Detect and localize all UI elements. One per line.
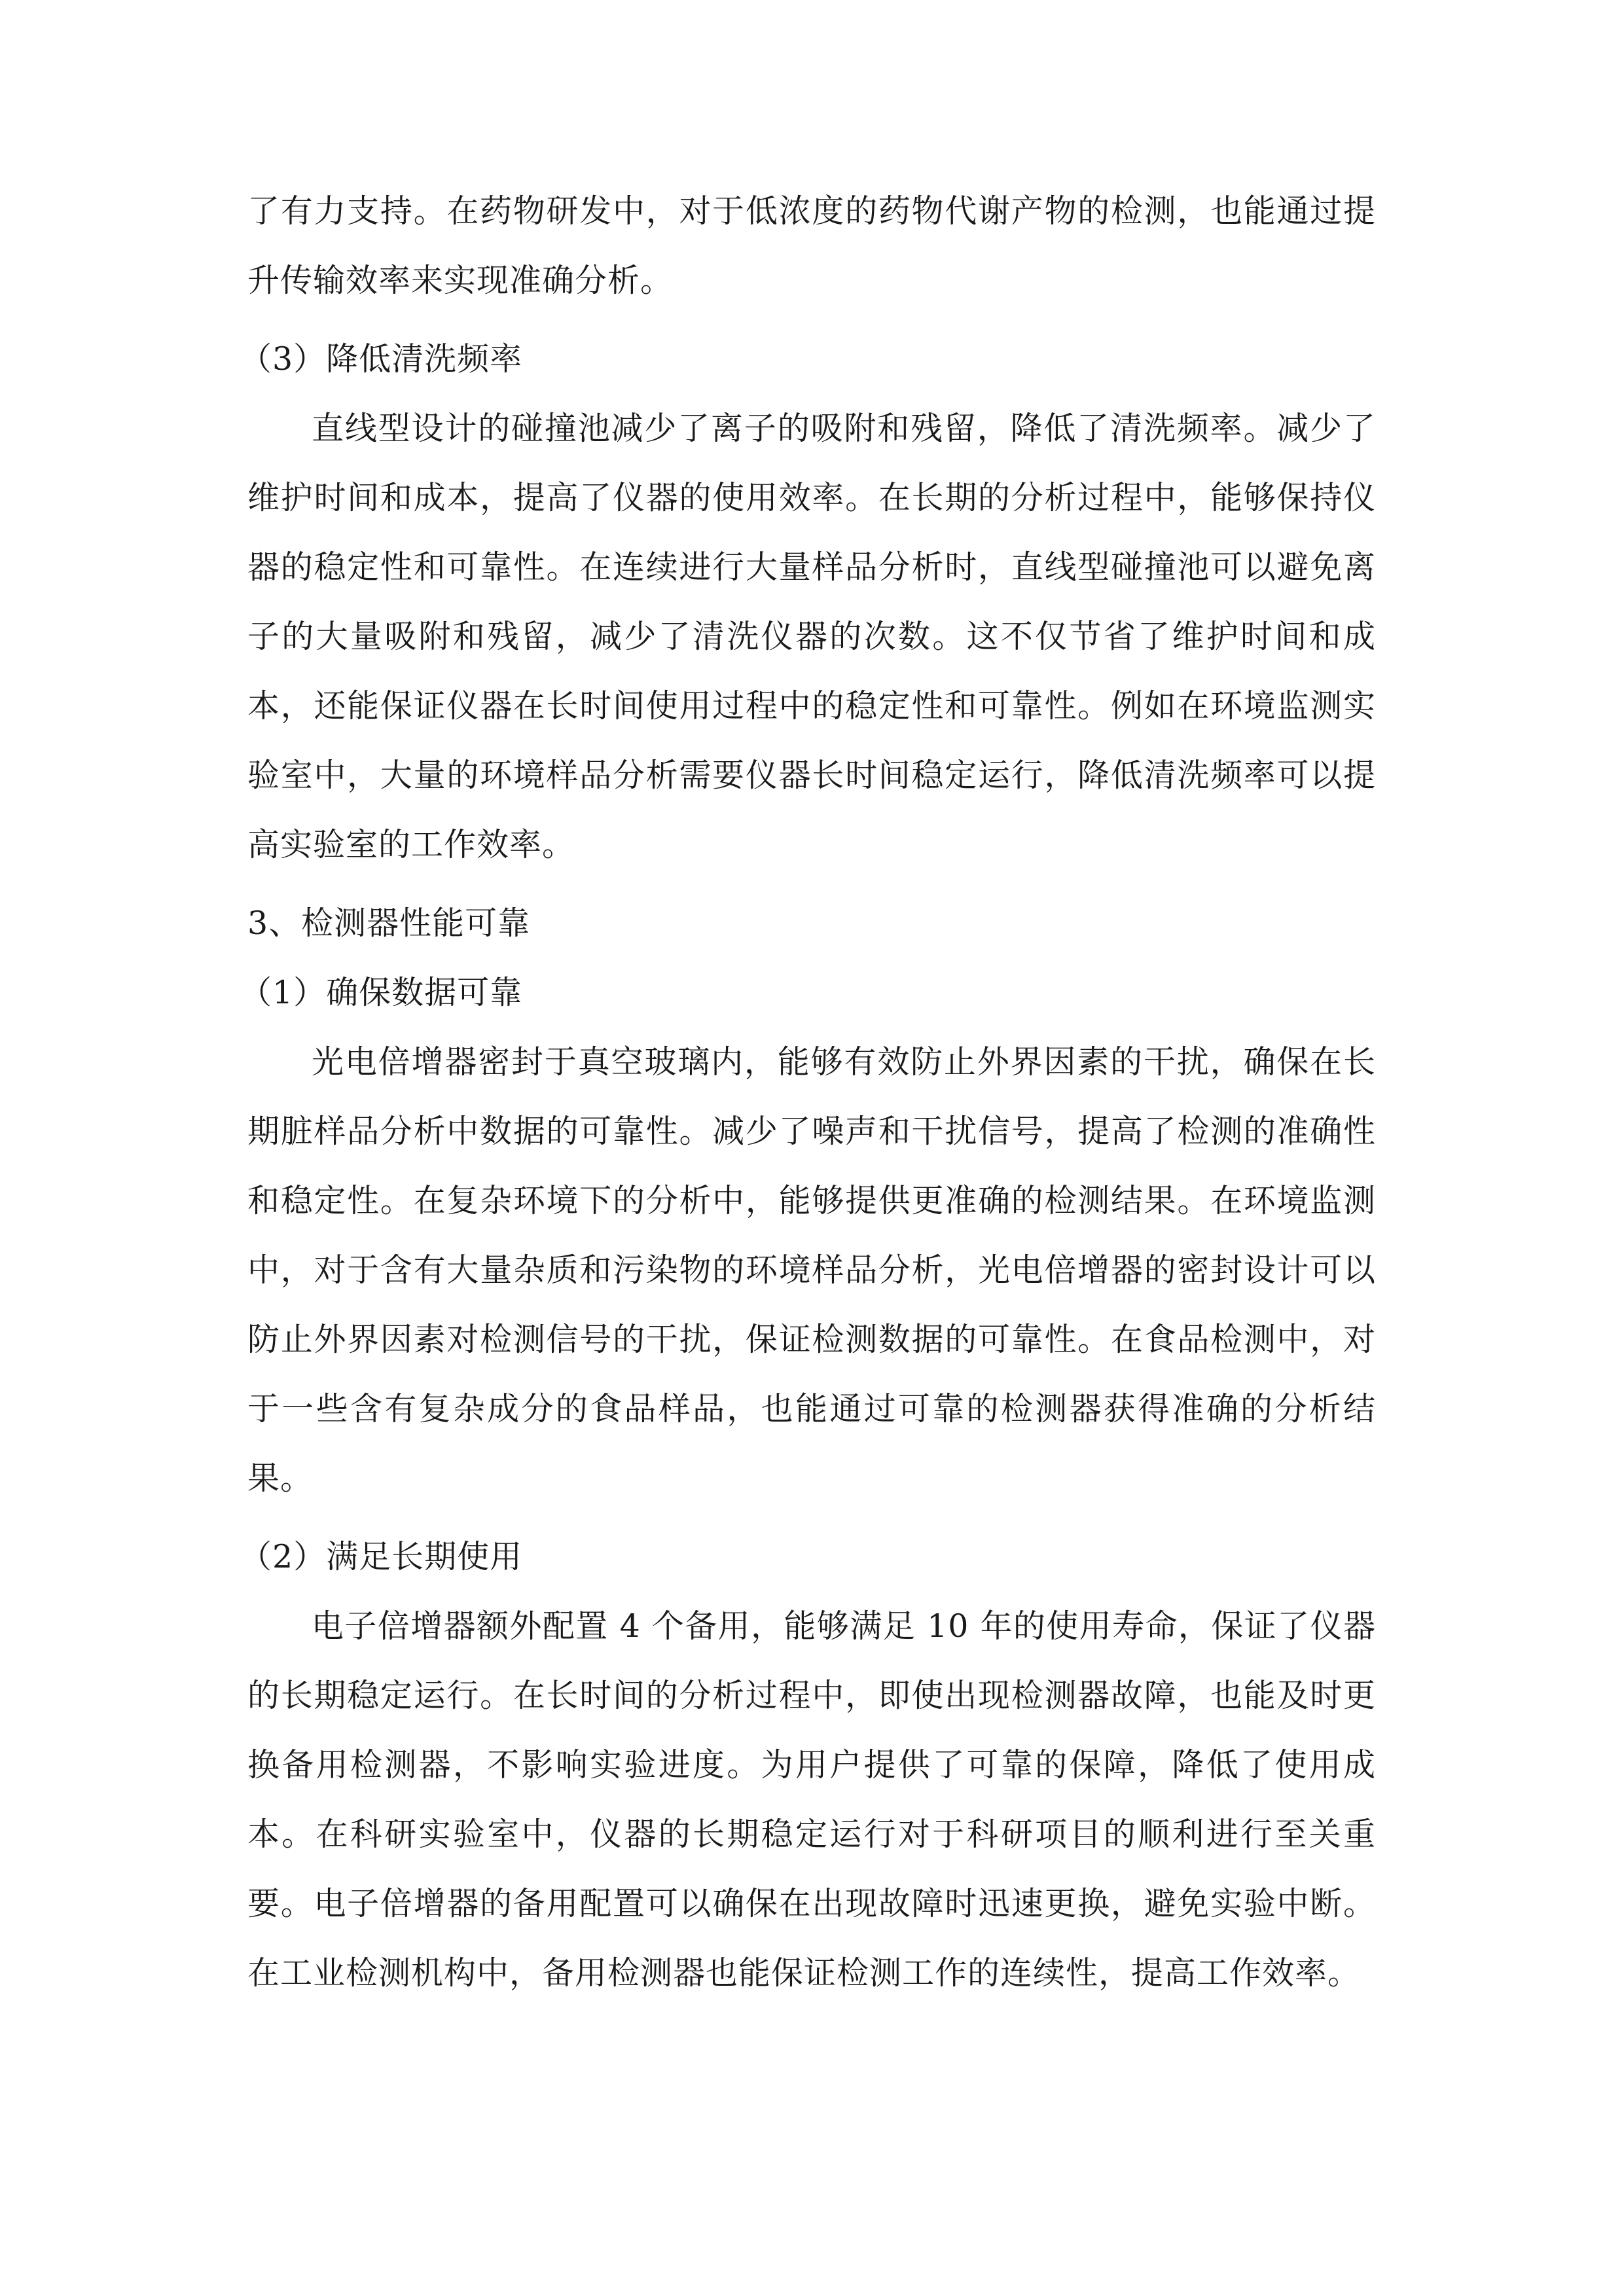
section-heading-detector: 3、检测器性能可靠: [247, 905, 531, 942]
subheading-reduce-cleaning: （3）降低清洗频率: [240, 340, 523, 378]
paragraph-data-reliable: 光电倍增器密封于真空玻璃内，能够有效防止外界因素的干扰，确保在长期脏样品分析中数据的可靠性。减少了噪声和干扰信号，提高了检测的准确性和稳定性。在复杂环境下的分析中，能够提供更准确的检测结果。在环境监测中，对于含有大量杂质和污染物的环境样品分析，光电倍增器的密封设计可以防止外界因素对检测信号的干扰，保证检测数据的可靠性。在食品检测中，对于一些含有复杂成分的食品样品，也能通过可靠的检测器获得准确的分析结果。: [247, 1043, 1376, 1497]
paragraph-reduce-cleaning: 直线型设计的碰撞池减少了离子的吸附和残留，降低了清洗频率。减少了维护时间和成本，提高了仪器的使用效率。在长期的分析过程中，能够保持仪器的稳定性和可靠性。在连续进行大量样品分析时，直线型碰撞池可以避免离子的大量吸附和残留，减少了清洗仪器的次数。这不仅节省了维护时间和成本，还能保证仪器在长时间使用过程中的稳定性和可靠性。例如在环境监测实验室中，大量的环境样品分析需要仪器长时间稳定运行，降低清洗频率可以提高实验室的工作效率。: [247, 410, 1376, 863]
subheading-long-term-use: （2）满足长期使用: [240, 1538, 523, 1575]
subheading-data-reliable: （1）确保数据可靠: [240, 974, 523, 1011]
paragraph-long-term-use: 电子倍增器额外配置 4 个备用，能够满足 10 年的使用寿命，保证了仪器的长期稳定运行。在长时间的分析过程中，即使出现检测器故障，也能及时更换备用检测器，不影响实验进度。为用户提供了可靠的保障，降低了使用成本。在科研实验室中，仪器的长期稳定运行对于科研项目的顺利进行至关重要。电子倍增器的备用配置可以确保在出现故障时迅速更换，避免实验中断。在工业检测机构中，备用检测器也能保证检测工作的连续性，提高工作效率。: [247, 1607, 1376, 1992]
document-body: [240, 177, 1376, 2008]
paragraph-continued: 了有力支持。在药物研发中，对于低浓度的药物代谢产物的检测，也能通过提升传输效率来实现准确分析。: [247, 192, 1376, 299]
